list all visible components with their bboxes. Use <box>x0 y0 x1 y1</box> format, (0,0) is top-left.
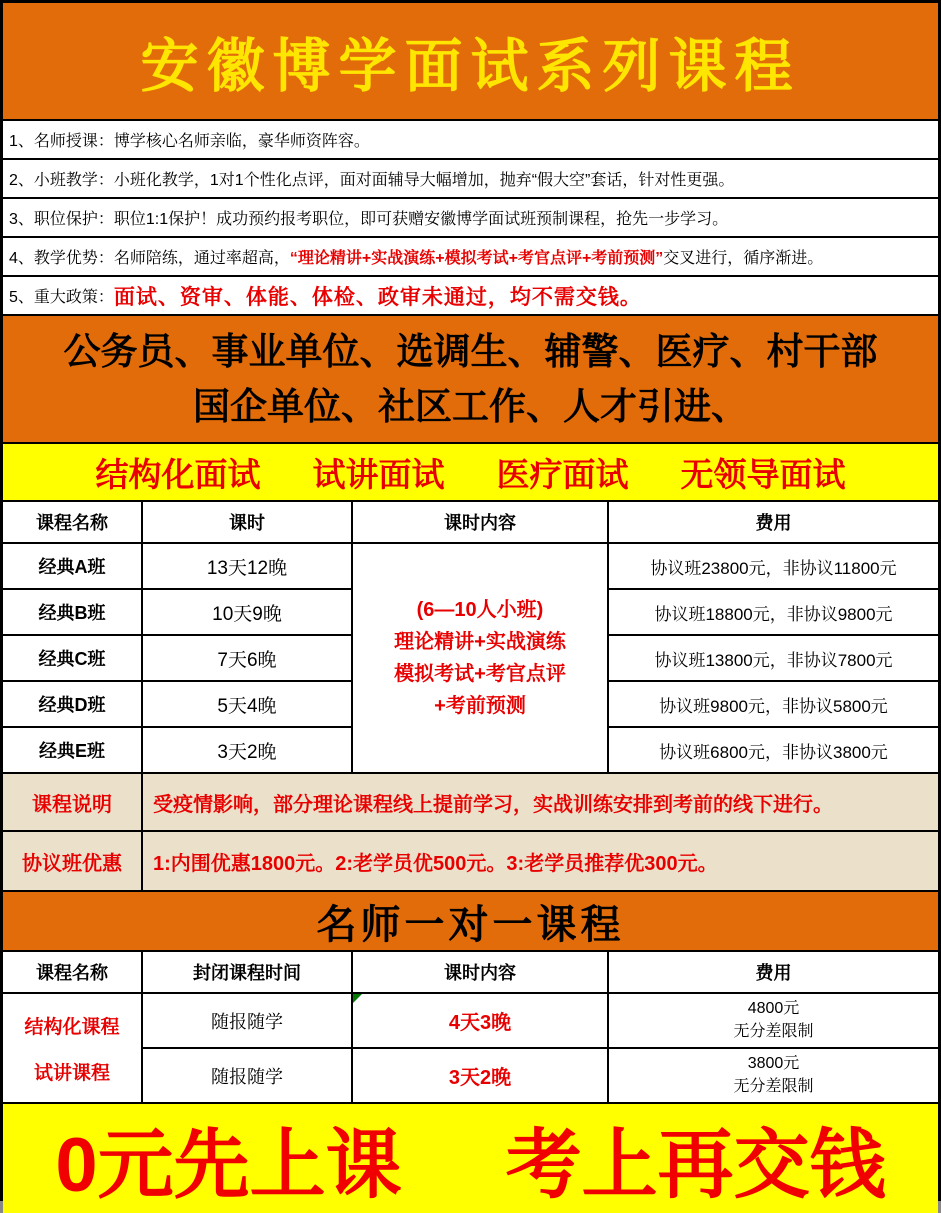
price-note: 无分差限制 <box>733 1077 814 1095</box>
feature-text: 3、职位保护：职位1:1保护！成功预约报考职位，即可获赠安徽博学面试班预制课程，抢先一步学习。 <box>9 211 729 228</box>
schedule-cell: 随报随学 <box>143 1049 351 1102</box>
green-corner-marker <box>353 994 362 1003</box>
course-name: 试讲课程 <box>33 1062 110 1084</box>
course-table <box>3 500 938 772</box>
footer-slogan-left: 0元先上课 <box>55 1123 402 1208</box>
price-cell <box>609 994 938 1047</box>
col-header-fee: 费用 <box>609 502 938 542</box>
col-header-course-name: 课程名称 <box>3 952 141 992</box>
interview-type-structured: 结构化面试 <box>95 455 261 493</box>
feature-text: 2、小班教学：小班化教学，1对1个性化点评，面对面辅导大幅增加，抛弃“假大空”套话，针对性更强。 <box>9 172 735 189</box>
footer-slogan-right: 考上再交钱 <box>505 1123 886 1208</box>
content-line: +考前预测 <box>434 695 526 717</box>
note-text: 受疫情影响，部分理论课程线上提前学习，实战训练安排到考前的线下进行。 <box>143 774 938 830</box>
feature-text: 5、重大政策： <box>9 289 114 306</box>
feature-row-1 <box>3 119 938 158</box>
feature-row-5 <box>3 275 938 314</box>
duration-cell <box>353 1049 607 1102</box>
feature-row-4 <box>3 236 938 275</box>
course-hours: 3天2晚 <box>143 728 351 772</box>
content-line: 模拟考试+考官点评 <box>394 663 566 685</box>
course-name: 经典B班 <box>3 590 141 634</box>
audience-line-2: 国企单位、社区工作、人才引进、 <box>193 386 748 427</box>
course-name: 经典A班 <box>3 544 141 588</box>
price-amount: 4800元 <box>747 1000 800 1018</box>
content-line: (6—10人小班) <box>416 599 544 621</box>
duration-text: 3天2晚 <box>448 1067 512 1089</box>
title-banner <box>3 3 938 119</box>
interview-types-banner <box>3 442 938 500</box>
interview-type-medical: 医疗面试 <box>496 455 629 493</box>
one-on-one-banner-text: 名师一对一课程 <box>316 902 625 947</box>
footer-banner <box>3 1102 938 1213</box>
audience-line-1: 公务员、事业单位、选调生、辅警、医疗、村干部 <box>63 330 878 372</box>
course-price: 协议班13800元，非协议7800元 <box>609 636 938 680</box>
col-header-content: 课时内容 <box>353 502 607 542</box>
feature-text: 4、教学优势：名师陪练，通过率超高， <box>9 250 290 267</box>
interview-type-leaderless: 无领导面试 <box>680 455 846 493</box>
price-cell <box>609 1049 938 1102</box>
one-on-one-table <box>3 950 938 1102</box>
course-name: 经典E班 <box>3 728 141 772</box>
duration-cell <box>353 994 607 1047</box>
note-label: 课程说明 <box>3 774 141 830</box>
notes-table <box>3 772 938 890</box>
duration-text: 4天3晚 <box>448 1012 512 1034</box>
col-header-content: 课时内容 <box>353 952 607 992</box>
page-title: 安徽博学面试系列课程 <box>140 34 801 99</box>
feature-row-3 <box>3 197 938 236</box>
course-name: 经典C班 <box>3 636 141 680</box>
note-text: 1:内围优惠1800元。2:老学员优500元。3:老学员推荐优300元。 <box>143 832 938 890</box>
content-line: 理论精讲+实战演练 <box>394 631 566 653</box>
interview-type-lecture: 试讲面试 <box>312 455 445 493</box>
col-header-schedule: 封闭课程时间 <box>143 952 351 992</box>
course-hours: 10天9晚 <box>143 590 351 634</box>
one-on-one-course-names <box>3 994 141 1102</box>
col-header-course-name: 课程名称 <box>3 502 141 542</box>
course-content-merged-cell <box>353 544 607 772</box>
one-on-one-banner <box>3 890 938 950</box>
note-label: 协议班优惠 <box>3 832 141 890</box>
course-hours: 5天4晚 <box>143 682 351 726</box>
price-note: 无分差限制 <box>733 1022 814 1040</box>
course-hours: 13天12晚 <box>143 544 351 588</box>
course-price: 协议班6800元，非协议3800元 <box>609 728 938 772</box>
col-header-fee: 费用 <box>609 952 938 992</box>
col-header-hours: 课时 <box>143 502 351 542</box>
feature-text: 1、名师授课：博学核心名师亲临，豪华师资阵容。 <box>9 133 370 150</box>
course-hours: 7天6晚 <box>143 636 351 680</box>
feature-suffix: 交叉进行，循序渐进。 <box>663 250 824 267</box>
feature-row-2 <box>3 158 938 197</box>
course-price: 协议班18800元，非协议9800元 <box>609 590 938 634</box>
course-price: 协议班9800元，非协议5800元 <box>609 682 938 726</box>
course-name: 结构化课程 <box>24 1016 120 1038</box>
price-amount: 3800元 <box>747 1055 800 1073</box>
course-name: 经典D班 <box>3 682 141 726</box>
audience-banner <box>3 314 938 442</box>
schedule-cell: 随报随学 <box>143 994 351 1047</box>
course-price: 协议班23800元，非协议11800元 <box>609 544 938 588</box>
feature-highlight: 面试、资审、体能、体检、政审未通过，均不需交钱。 <box>113 285 642 309</box>
feature-highlight: “理论精讲+实战演练+模拟考试+考官点评+考前预测” <box>289 250 664 267</box>
